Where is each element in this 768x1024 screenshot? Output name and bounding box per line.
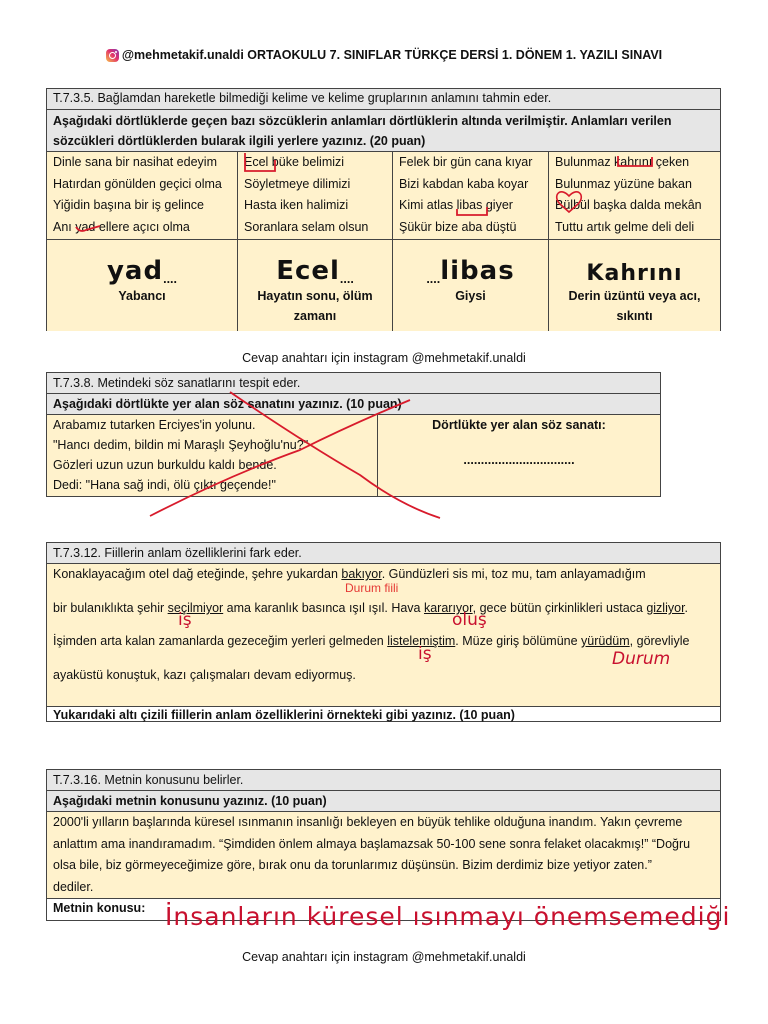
section-figures-of-speech [46,372,661,497]
poem-line: Hasta iken halimizi [244,198,349,212]
section-topic [46,769,721,921]
text-segment: Konaklayacağım otel dağ eteğinde, şehre yukardan [53,567,342,581]
instruction-2: Aşağıdaki dörtlükte yer alan söz sanatını yazınız. (10 puan) [47,394,660,415]
handwritten-answer: oluş [452,610,487,630]
instruction-3: Yukarıdaki altı çizili fiillerin anlam özelliklerini örnekteki gibi yazınız. (10 puan) [53,708,515,722]
poem-line: Yiğidin başına bir iş gelince [53,198,205,212]
example-note: Durum fiili [345,581,399,595]
instagram-icon [106,49,119,62]
poem-line: Arabamız tutarken Erciyes'in yolunu. [53,418,256,432]
poem-and-answer [47,415,660,496]
underlined-verb: bakıyor [341,567,382,581]
answer-header: Dörtlükte yer alan söz sanatı: [432,418,606,432]
text-segment: . [684,601,689,615]
handwritten-answer: libas [440,256,515,286]
handwritten-answer: iş [418,644,432,664]
poem-2-block [47,415,378,496]
page-title [0,48,768,62]
poem-line: Felek bir gün cana kıyar [399,155,533,169]
answer-dots: .... [339,272,354,286]
section-word-meaning [46,88,721,331]
underlined-verb: listelemiştim [387,634,456,648]
poem-line: Tuttu artık gelme deli deli [555,219,695,234]
poem-line: Bulunmaz kahrını çeken [555,155,690,169]
answer-cell-2 [238,240,393,331]
text-line: ayaküstü konuştuk, kazı çalışmaları devam ediyormuş. [53,668,356,682]
answer-dots: .... [163,272,177,286]
text-segment: ama karanlık basınca ışıl ışıl. Hava [223,601,424,615]
instruction-4: Aşağıdaki metnin konusunu yazınız. (10 puan) [47,791,720,812]
poem-line: Bizi kabdan kaba koyar [399,176,529,191]
handwritten-topic-answer: İnsanların küresel ısınmayı önemsemediği [165,902,731,931]
objective-1: T.7.3.5. Bağlamdan hareketle bilmediği kelime ve kelime gruplarının anlamını tahmin eder. [47,89,720,110]
instruction-1: Aşağıdaki dörtlüklerde geçen bazı sözcüklerin anlamları dörtlüklerin altında verilmiştir. Anlamları verilen sözcükleri dörtlüklerden bularak ilgili yerlere yazınız. (20 puan) [47,110,720,152]
objective-2: T.7.3.8. Metindeki söz sanatlarını tespit eder. [47,373,660,394]
answer-cell-1 [47,240,238,331]
text-segment: . Gündüzleri sis mi, toz mu, tam anlayamadığım [381,567,646,581]
poems-grid [47,152,720,240]
topic-text [47,812,720,899]
verbs-text [47,564,720,707]
poem-line: Kimi atlas libas giyer [399,198,513,212]
handwritten-answer: yad [106,256,164,286]
answer-dots: .... [426,272,441,286]
handwritten-answer: Kahrını [586,261,683,286]
text-segment: . Müze giriş bölümüne [455,634,582,648]
answer-cell-4 [549,240,720,331]
answer-key-note: Cevap anahtarı için instagram @mehmetakif.unaldi [242,351,526,365]
handwritten-answer: iş [178,610,192,630]
poem-line: Gözleri uzun uzun burkuldu kaldı bende. [53,458,277,472]
meaning-label: Hayatın sonu, ölüm zamanı [257,289,373,323]
poem-line: Dedi: "Hana sağ indi, ölü çıktı geçende!" [53,478,276,492]
poem-2 [238,152,393,239]
answer-key-note: Cevap anahtarı için instagram @mehmetakif.unaldi [242,950,526,964]
poem-line: "Hancı dedim, bildin mi Maraşlı Şeyhoğlu'nu?" [53,438,309,452]
answer-block [378,415,660,496]
poem-line: Hatırdan gönülden geçici olma [53,176,222,191]
text-line: dediler. [53,879,94,894]
text-segment: , gece bütün çirkinlikleri ustaca [472,601,647,615]
answer-blank[interactable]: ................................ [463,453,575,467]
poem-3 [393,152,549,239]
text-segment: , görevliyle [629,634,690,648]
text-line: 2000'li yılların başlarında küresel ısınmanın insanlığı bekleyen en büyük tehlike olduğuna inandım. Yakın çevreme [53,815,683,829]
topic-label: Metnin konusu: [53,901,146,915]
meaning-label: Yabancı [118,289,166,303]
underlined-verb: gizliyor [646,601,685,615]
objective-4: T.7.3.16. Metnin konusunu belirler. [47,770,720,791]
answers-grid [47,240,720,331]
poem-line: Dinle sana bir nasihat edeyim [53,155,217,169]
poem-line: Bulunmaz yüzüne bakan [555,176,692,191]
objective-3: T.7.3.12. Fiillerin anlam özelliklerini fark eder. [47,543,720,564]
poem-1 [47,152,238,239]
poem-line: Söyletmeye dilimizi [244,176,351,191]
handwritten-answer: Ecel [276,256,340,286]
section-verbs [46,542,721,722]
text-line [53,631,689,651]
text-line: olsa bile, biz görmeyeceğimize göre, bırak onu da torunlarımız düşünsün. Bizim derdimiz bize yetiyor zaten.” [53,858,652,872]
answer-cell-3 [393,240,549,331]
poem-line: Bülbül başka dalda mekân [555,198,702,212]
text-segment: İşimden arta kalan zamanlarda gezeceğim yerleri gelmeden [53,634,388,648]
handwritten-answer: Durum [612,649,671,669]
poem-line: Anı yad ellere açıcı olma [53,219,190,234]
page-title-text: @mehmetakif.unaldi ORTAOKULU 7. SINIFLAR TÜRKÇE DERSİ 1. DÖNEM 1. YAZILI SINAVI [121,48,663,62]
poem-line: Soranlara selam olsun [244,219,369,234]
poem-4 [549,152,720,239]
text-line [53,598,688,618]
text-line: anlattım ama inandıramadım. “Şimdiden önlem almaya başlamazsak 50-100 sene sonra felaket olacakmış!” “Doğru [53,836,691,851]
underlined-verb: seçilmiyor [167,601,224,615]
underlined-verb: yürüdüm [581,634,630,648]
underlined-verb: kararıyor [423,601,473,615]
text-segment: bir bulanıklıkta şehir [53,601,168,615]
meaning-label: Giysi [455,289,486,303]
poem-line: Şükür bize aba düştü [399,219,517,234]
meaning-label: Derin üzüntü veya acı, sıkıntı [568,289,701,323]
poem-line: Ecel büke belimizi [244,155,345,169]
